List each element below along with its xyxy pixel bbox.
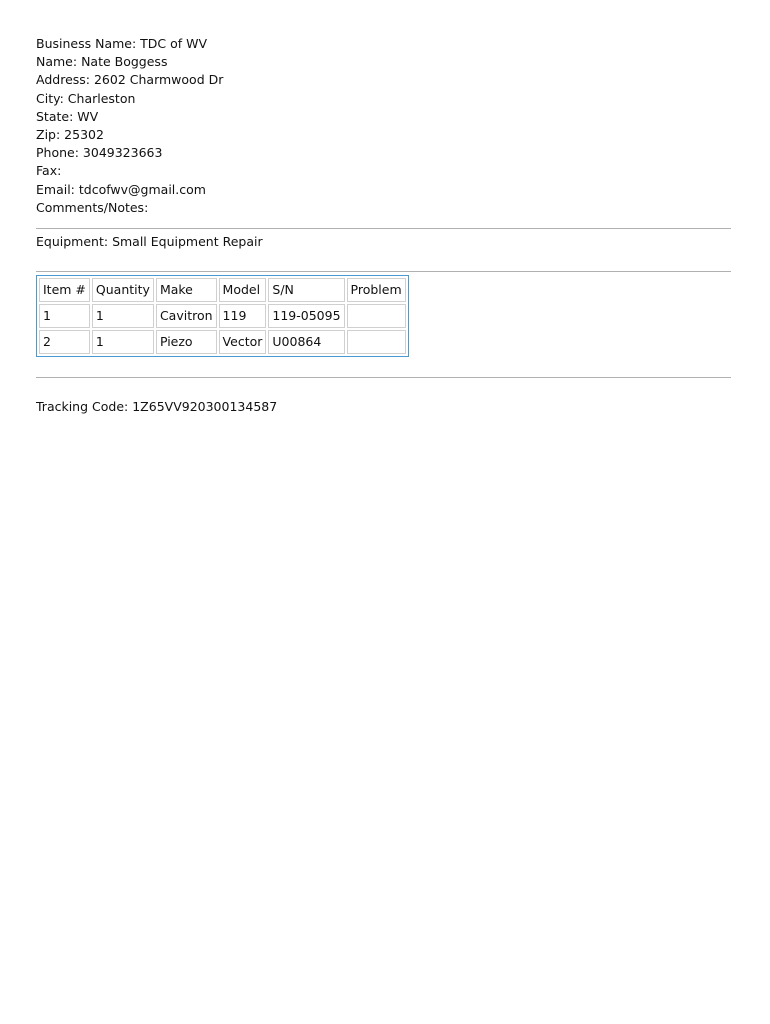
contact-info bbox=[36, 35, 731, 217]
order-document bbox=[36, 35, 731, 416]
cell-quantity: 1 bbox=[92, 304, 154, 328]
table-row bbox=[39, 304, 406, 328]
email-value: tdcofwv@gmail.com bbox=[78, 181, 206, 197]
city-line bbox=[36, 90, 731, 108]
cell-serial-number: 119-05095 bbox=[268, 304, 344, 328]
header-make: Make bbox=[156, 278, 217, 302]
cell-make: Piezo bbox=[156, 330, 217, 354]
cell-make: Cavitron bbox=[156, 304, 217, 328]
header-model: Model bbox=[219, 278, 267, 302]
zip-label: Zip: bbox=[36, 126, 61, 142]
table-header-row bbox=[39, 278, 406, 302]
equipment-value: Small Equipment Repair bbox=[112, 233, 263, 249]
email-label: Email: bbox=[36, 181, 75, 197]
phone-value: 3049323663 bbox=[82, 145, 163, 161]
fax-line bbox=[36, 162, 731, 180]
cell-model: Vector bbox=[219, 330, 267, 354]
equipment-table bbox=[36, 275, 409, 357]
business-name-value: TDC of WV bbox=[140, 36, 208, 51]
cell-serial-number: U00864 bbox=[268, 330, 344, 354]
tracking-line bbox=[36, 398, 731, 416]
city-label: City: bbox=[36, 90, 64, 106]
fax-label: Fax: bbox=[36, 163, 62, 179]
address-line bbox=[36, 71, 731, 89]
header-item-number: Item # bbox=[39, 278, 90, 302]
header-quantity: Quantity bbox=[92, 278, 154, 302]
cell-model: 119 bbox=[219, 304, 267, 328]
business-name-label: Business Name: bbox=[36, 36, 137, 51]
divider-top bbox=[36, 228, 731, 229]
equipment-label: Equipment: bbox=[36, 233, 109, 249]
address-value: 2602 Charmwood Dr bbox=[93, 72, 224, 88]
header-problem: Problem bbox=[347, 278, 406, 302]
cell-problem bbox=[347, 330, 406, 354]
zip-value: 25302 bbox=[64, 126, 104, 142]
zip-line bbox=[36, 126, 731, 144]
phone-line bbox=[36, 144, 731, 162]
tracking-label: Tracking Code: bbox=[36, 398, 129, 414]
email-line bbox=[36, 181, 731, 199]
tracking-value: 1Z65VV920300134587 bbox=[132, 398, 278, 414]
cell-quantity: 1 bbox=[92, 330, 154, 354]
header-serial-number: S/N bbox=[268, 278, 344, 302]
name-value: Nate Boggess bbox=[81, 54, 168, 70]
name-line bbox=[36, 53, 731, 71]
phone-label: Phone: bbox=[36, 145, 79, 161]
cell-problem bbox=[347, 304, 406, 328]
divider-bottom bbox=[36, 377, 731, 378]
comments-line bbox=[36, 199, 731, 217]
divider-middle bbox=[36, 271, 731, 272]
business-name-line bbox=[36, 35, 731, 53]
name-label: Name: bbox=[36, 54, 78, 70]
equipment-line bbox=[36, 233, 731, 251]
city-value: Charleston bbox=[67, 90, 136, 106]
state-line bbox=[36, 108, 731, 126]
comments-label: Comments/Notes: bbox=[36, 199, 149, 215]
cell-item-number: 1 bbox=[39, 304, 90, 328]
address-label: Address: bbox=[36, 72, 90, 88]
state-value: WV bbox=[77, 108, 99, 124]
state-label: State: bbox=[36, 108, 74, 124]
table-row bbox=[39, 330, 406, 354]
cell-item-number: 2 bbox=[39, 330, 90, 354]
